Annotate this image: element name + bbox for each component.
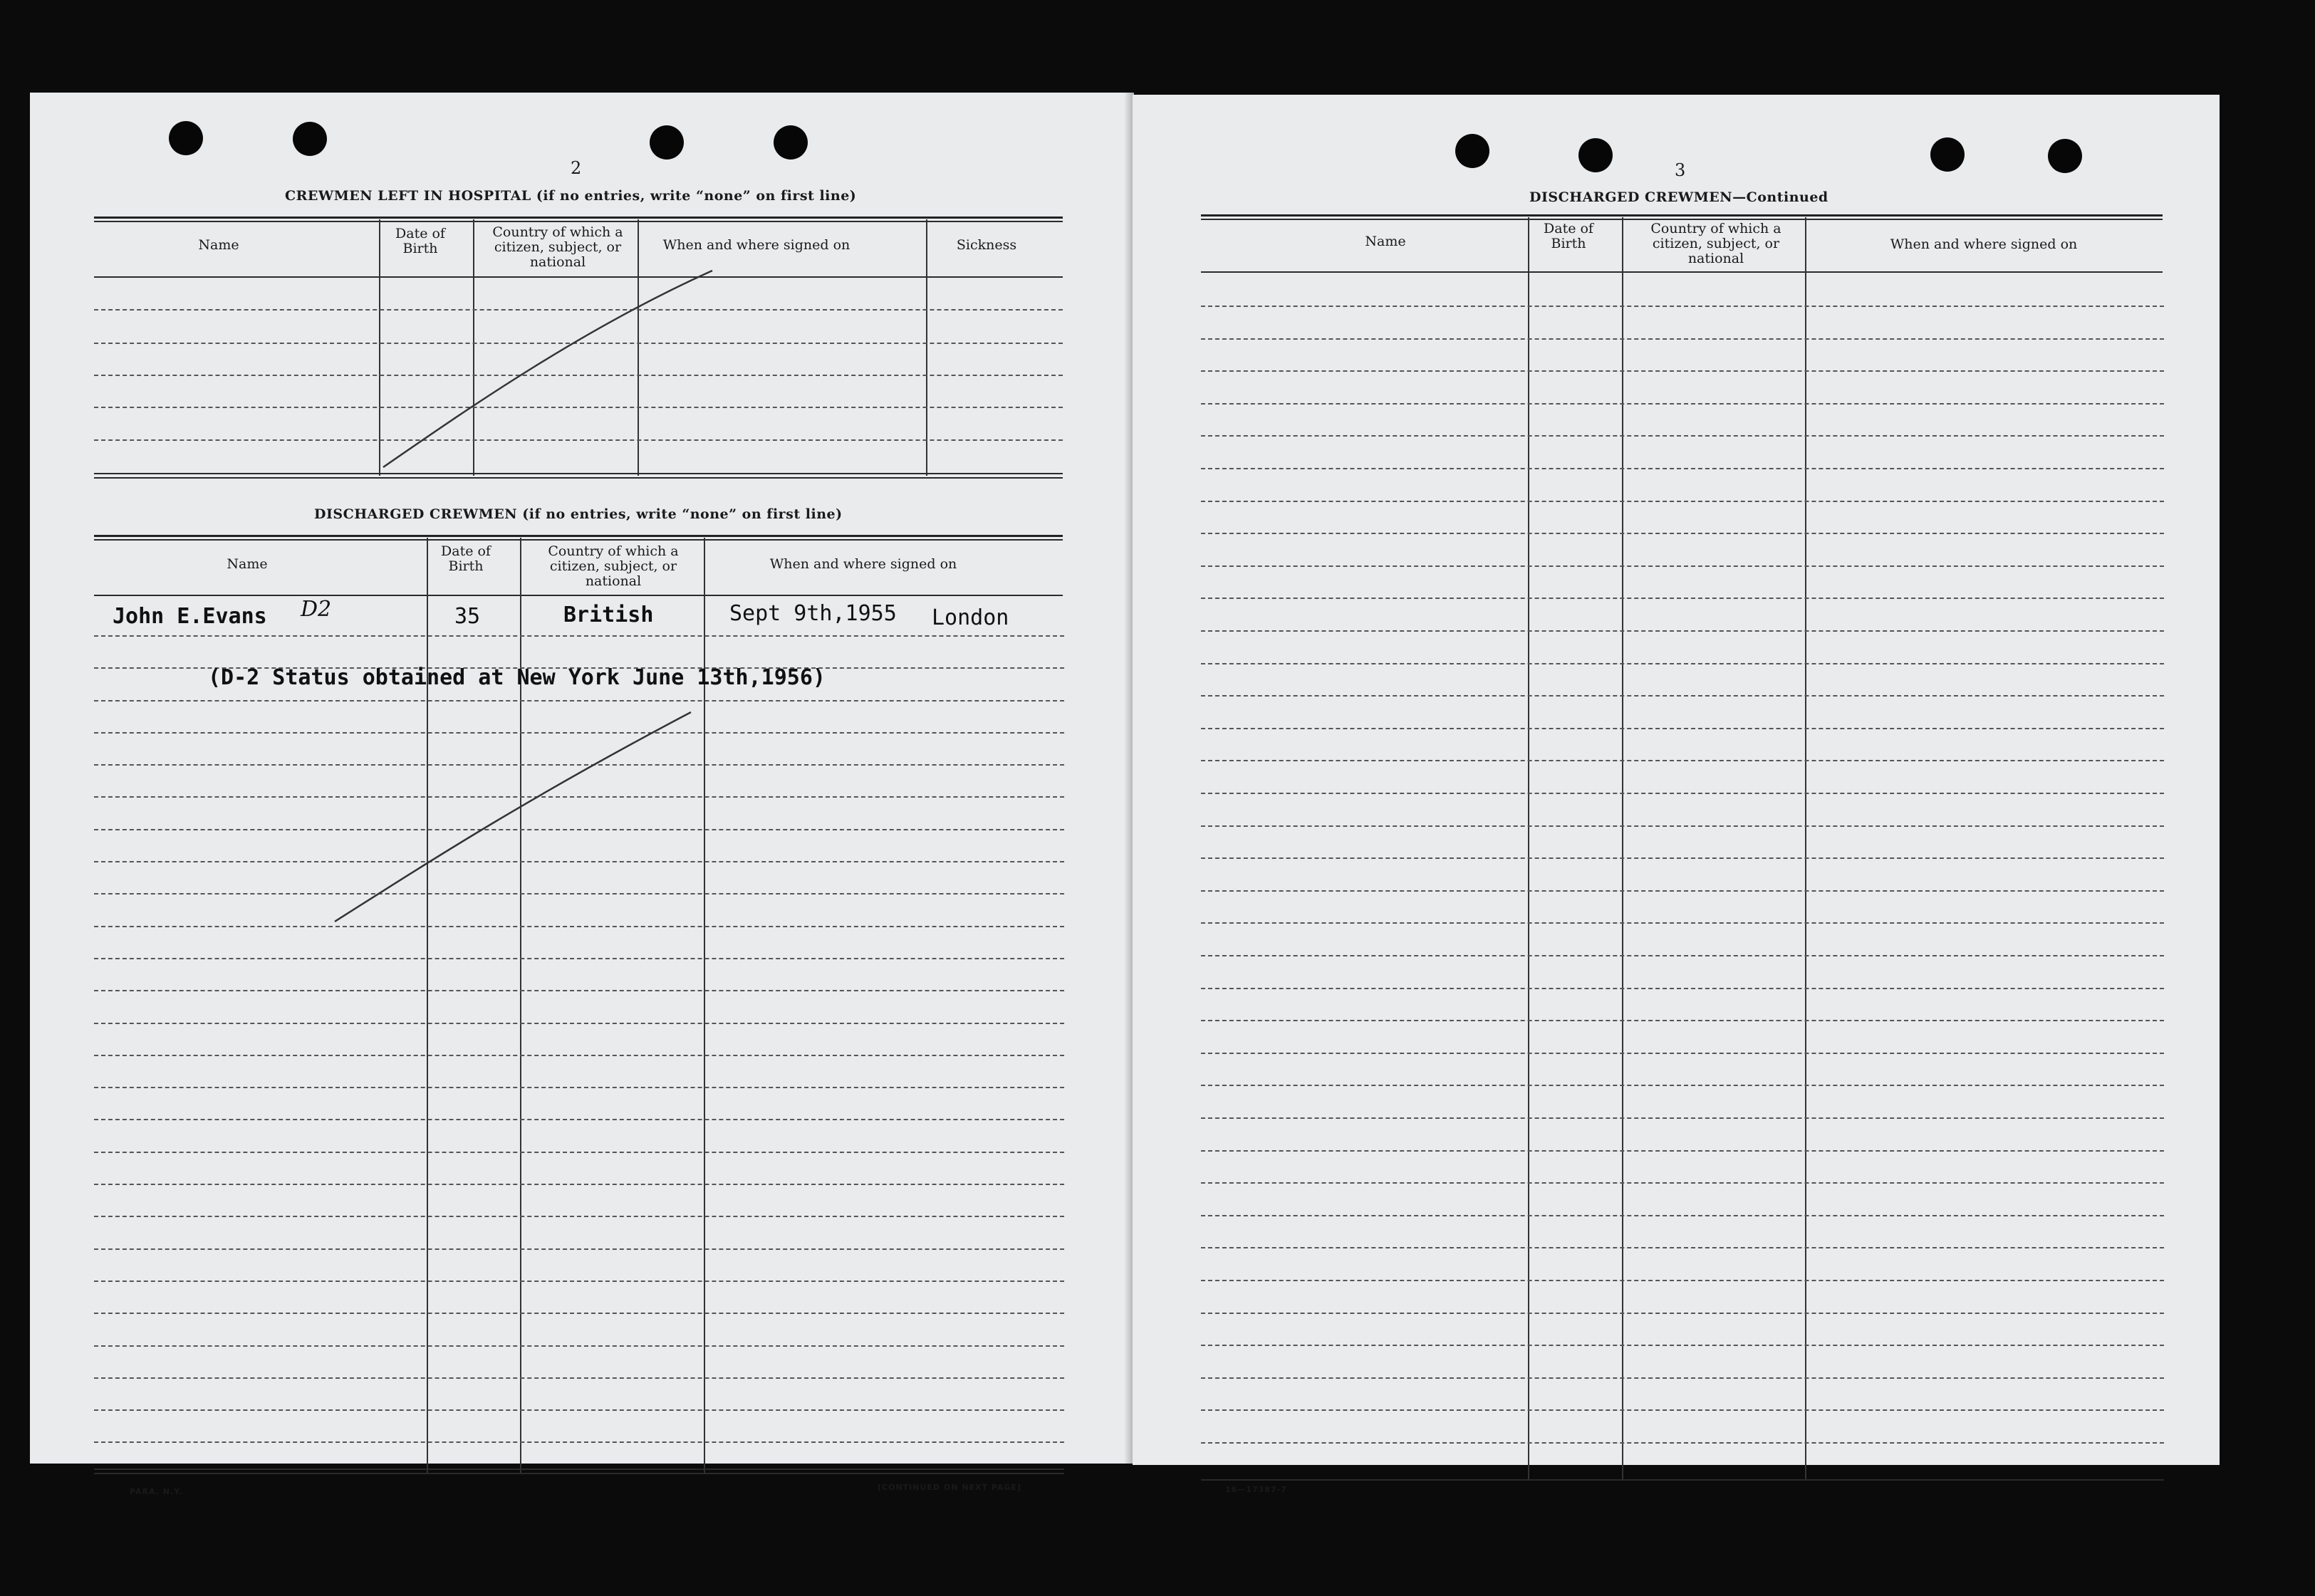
column-header-country: Country of which a citizen, subject, or national bbox=[548, 543, 679, 589]
ruled-line bbox=[1201, 663, 2164, 664]
footer-left: PARA. N.Y. bbox=[130, 1487, 183, 1496]
page-number: 3 bbox=[1675, 160, 1686, 180]
ruled-line bbox=[1201, 955, 2164, 956]
column-header-date-of-birth: Date of Birth bbox=[395, 226, 445, 256]
punch-hole bbox=[1578, 138, 1613, 172]
punch-hole bbox=[1930, 137, 1965, 172]
footer-form-number: 16—17387-7 bbox=[1225, 1485, 1287, 1494]
ruled-line bbox=[1201, 922, 2164, 924]
ruled-line bbox=[1201, 1215, 2164, 1216]
page-number: 2 bbox=[571, 158, 582, 178]
ruled-line bbox=[1201, 565, 2164, 567]
ruled-line bbox=[1201, 1313, 2164, 1314]
section-title: DISCHARGED CREWMEN—Continued bbox=[1529, 189, 1828, 205]
column-header-sickness: Sickness bbox=[956, 237, 1017, 253]
column-divider bbox=[1622, 217, 1623, 1481]
footer-right: [CONTINUED ON NEXT PAGE] bbox=[878, 1483, 1021, 1492]
column-header-date-of-birth: Date of Birth bbox=[441, 543, 491, 574]
header-rule bbox=[1201, 271, 2163, 273]
column-header-date-of-birth: Date of Birth bbox=[1544, 221, 1593, 251]
ruled-line bbox=[1201, 1377, 2164, 1379]
table-border bbox=[1201, 1479, 2164, 1481]
column-header-country: Country of which a citizen, subject, or national bbox=[1650, 221, 1781, 266]
ruled-line bbox=[1201, 1247, 2164, 1248]
country: British bbox=[563, 603, 654, 627]
ruled-line bbox=[1201, 501, 2164, 502]
ruled-line bbox=[1201, 1409, 2164, 1411]
date-of-birth: 35 bbox=[454, 604, 481, 629]
ruled-line bbox=[1201, 988, 2164, 989]
table-border bbox=[94, 1473, 1064, 1474]
right-page bbox=[1133, 95, 2220, 1494]
ruled-line bbox=[1201, 533, 2164, 534]
ruled-line bbox=[1201, 1345, 2164, 1346]
ruled-line bbox=[1201, 403, 2164, 405]
status-note: (D-2 Status obtained at New York June 13th,1956) bbox=[208, 665, 826, 690]
cross-out-strokes bbox=[30, 93, 1134, 1464]
column-header-name: Name bbox=[198, 237, 239, 253]
column-divider bbox=[1805, 217, 1806, 1481]
ruled-line bbox=[1201, 793, 2164, 794]
ruled-line bbox=[1201, 1020, 2164, 1021]
ruled-line bbox=[1201, 306, 2164, 307]
ruled-line bbox=[1201, 1085, 2164, 1086]
ruled-line bbox=[1201, 1150, 2164, 1152]
table-border bbox=[94, 1469, 1064, 1470]
ruled-line bbox=[1201, 468, 2164, 469]
hospital-cancel-stroke bbox=[383, 271, 712, 467]
handwritten-mark: D2 bbox=[301, 597, 332, 622]
discharged-section-title: DISCHARGED CREWMEN (if no entries, write “none” on first line) bbox=[314, 506, 843, 522]
ruled-line bbox=[1201, 435, 2164, 437]
table-border bbox=[1201, 219, 2163, 220]
ruled-line bbox=[1201, 890, 2164, 892]
ruled-line bbox=[1201, 1442, 2164, 1444]
ruled-line bbox=[1201, 1053, 2164, 1054]
column-header-signed-on: When and where signed on bbox=[662, 237, 850, 253]
punch-hole bbox=[1455, 134, 1489, 168]
ruled-line bbox=[1201, 370, 2164, 372]
column-divider bbox=[1528, 217, 1529, 1481]
hospital-section-title: CREWMEN LEFT IN HOSPITAL (if no entries, write “none” on first line) bbox=[285, 188, 857, 204]
ruled-line bbox=[1201, 630, 2164, 632]
ruled-line bbox=[1201, 825, 2164, 827]
ruled-line bbox=[1201, 338, 2164, 340]
left-page bbox=[30, 93, 1134, 1496]
column-header-name: Name bbox=[1365, 234, 1406, 249]
signed-on-place: London bbox=[932, 605, 1009, 630]
ruled-line bbox=[1201, 760, 2164, 761]
ruled-line bbox=[1201, 695, 2164, 697]
ruled-line bbox=[1201, 1280, 2164, 1281]
ruled-line bbox=[1201, 598, 2164, 599]
ruled-line bbox=[1201, 1117, 2164, 1119]
ruled-line bbox=[1201, 1182, 2164, 1184]
column-header-signed-on: When and where signed on bbox=[1890, 236, 2078, 252]
signed-on-date: Sept 9th,1955 bbox=[729, 601, 897, 626]
crew-name: John E.Evans bbox=[113, 604, 267, 629]
column-header-name: Name bbox=[227, 556, 268, 572]
column-header-signed-on: When and where signed on bbox=[769, 556, 957, 572]
ruled-line bbox=[1201, 857, 2164, 859]
discharged-cancel-stroke bbox=[335, 712, 691, 922]
punch-hole bbox=[2048, 139, 2082, 173]
ruled-line bbox=[1201, 728, 2164, 729]
table-border bbox=[1201, 214, 2163, 217]
column-header-country: Country of which a citizen, subject, or national bbox=[492, 224, 623, 270]
